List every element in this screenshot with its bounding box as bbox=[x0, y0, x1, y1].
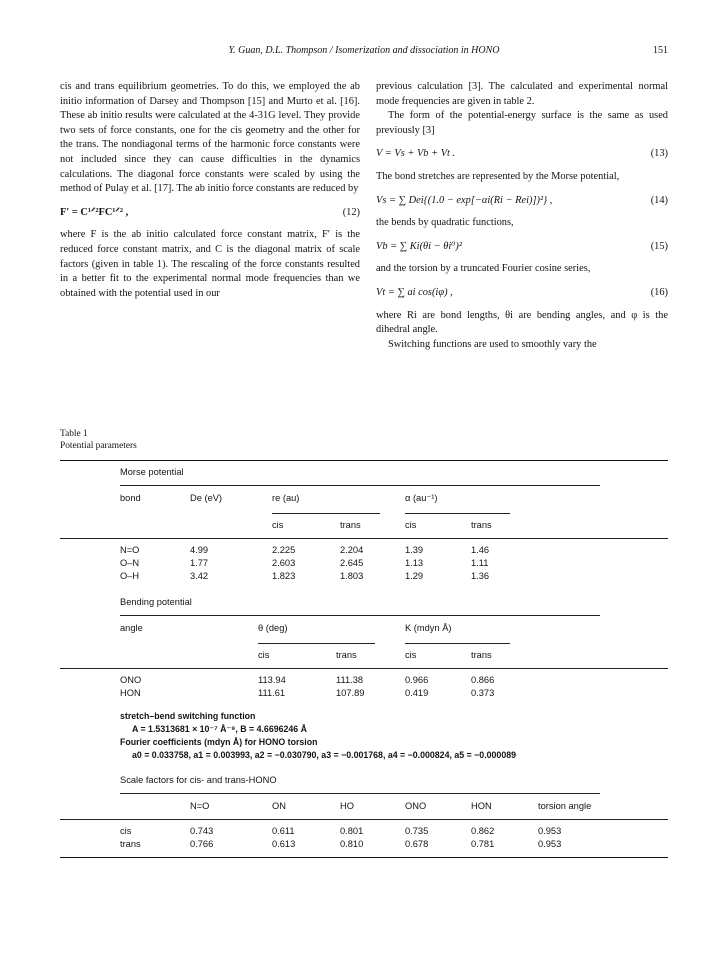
equation-12-number: (12) bbox=[342, 206, 360, 218]
scale-heading: Scale factors for cis- and trans-HONO bbox=[120, 775, 277, 785]
table-label: Table 1 bbox=[60, 429, 88, 439]
scale-col-1: ON bbox=[272, 801, 286, 811]
left-paragraph-1: cis and trans equilibrium geometries. To do this, we employed the ab initio information of Darsey and Thompson [15] and Murto et al. [16]. These ab initio results were calculated at the 4-31G level. They provide two sets of force constants, one for the cis geometry and the other for the trans. The nondiagonal terms of the harmonic force constants were not included since they can cause difficulties in the dynamics calculations. The diagonal force constants were scaled by using the method of Pulay et al. [17]. The ab initio force constants are reduced by bbox=[60, 81, 360, 195]
morse-row-2-a-trans: 1.36 bbox=[471, 571, 490, 581]
scale-row-1-v4: 0.781 bbox=[471, 839, 495, 849]
right-paragraph-4: the bends by quadratic functions, bbox=[376, 217, 514, 229]
left-paragraph-2: where F is the ab initio calculated force constant matrix, F′ is the reduced force constant matrix, and C is the diagonal matrix of scale factors (given in table 1). The rescaling of the force constants resulted in a better fit to the experimental normal mode frequencies than we obtained with the potential used in our bbox=[60, 229, 360, 299]
bending-col-angle: angle bbox=[120, 623, 143, 633]
morse-row-1-re-cis: 2.603 bbox=[272, 558, 296, 568]
morse-alpha-cis: cis bbox=[405, 520, 417, 530]
bending-k-trans: trans bbox=[471, 650, 492, 660]
scale-col-2: HO bbox=[340, 801, 354, 811]
scale-heading-rule bbox=[120, 793, 600, 794]
morse-col-de: De (eV) bbox=[190, 493, 223, 503]
bending-header-bottom-rule bbox=[60, 668, 668, 669]
morse-row-0-a-trans: 1.46 bbox=[471, 545, 490, 555]
fourier-heading: Fourier coefficients (mdyn Å) for HONO torsion bbox=[120, 737, 318, 747]
scale-row-1-v3: 0.678 bbox=[405, 839, 429, 849]
scale-header-bottom-rule bbox=[60, 819, 668, 820]
morse-re-span-rule bbox=[272, 513, 380, 514]
bending-row-0-t-cis: 113.94 bbox=[258, 675, 286, 685]
right-paragraph-7: Switching functions are used to smoothly vary the bbox=[388, 338, 597, 350]
scale-row-1-v5: 0.953 bbox=[538, 839, 562, 849]
morse-row-1-re-trans: 2.645 bbox=[340, 558, 364, 568]
bending-heading: Bending potential bbox=[120, 597, 192, 607]
morse-row-2-a-cis: 1.29 bbox=[405, 571, 424, 581]
table-top-rule bbox=[60, 460, 668, 461]
morse-row-0-de: 4.99 bbox=[190, 545, 209, 555]
equation-15-number: (15) bbox=[650, 240, 668, 252]
switching-values: A = 1.5313681 × 10⁻⁷ Å⁻⁹, B = 4.6696246 Å bbox=[132, 724, 307, 734]
morse-row-2-re-cis: 1.823 bbox=[272, 571, 296, 581]
morse-row-1-de: 1.77 bbox=[190, 558, 209, 568]
morse-col-re: re (au) bbox=[272, 493, 300, 503]
scale-row-0-name: cis bbox=[120, 826, 132, 836]
running-title: Y. Guan, D.L. Thompson / Isomerization and dissociation in HONO bbox=[228, 45, 500, 56]
table-caption: Potential parameters bbox=[60, 441, 137, 452]
bending-row-1-angle: HON bbox=[120, 688, 141, 698]
bending-row-1-t-cis: 111.61 bbox=[258, 688, 286, 698]
morse-heading-rule bbox=[120, 485, 600, 486]
equation-16-number: (16) bbox=[650, 286, 668, 298]
morse-row-2-de: 3.42 bbox=[190, 571, 209, 581]
morse-row-1-a-cis: 1.13 bbox=[405, 558, 424, 568]
bending-row-0-k-cis: 0.966 bbox=[405, 675, 429, 685]
scale-row-1-v2: 0.810 bbox=[340, 839, 364, 849]
scale-row-1-v0: 0.766 bbox=[190, 839, 214, 849]
scale-col-5: torsion angle bbox=[538, 801, 592, 811]
equation-13-number: (13) bbox=[650, 148, 668, 160]
scale-row-0-v1: 0.611 bbox=[272, 826, 295, 836]
scale-row-0-v4: 0.862 bbox=[471, 826, 495, 836]
bending-row-0-k-trans: 0.866 bbox=[471, 675, 495, 685]
bending-row-1-t-trans: 107.89 bbox=[336, 688, 365, 698]
morse-col-bond: bond bbox=[120, 493, 141, 503]
morse-row-0-a-cis: 1.39 bbox=[405, 545, 424, 555]
scale-row-0-v2: 0.801 bbox=[340, 826, 364, 836]
scale-col-0: N=O bbox=[190, 801, 210, 811]
page-number: 151 bbox=[653, 45, 668, 56]
bending-row-1-k-cis: 0.419 bbox=[405, 688, 429, 698]
equation-16-body: Vt = ∑ ai cos(iφ) , bbox=[376, 286, 453, 298]
right-paragraph-2: The form of the potential-energy surface is the same as used previously [3] bbox=[376, 110, 668, 136]
scale-row-0-v3: 0.735 bbox=[405, 826, 429, 836]
equation-15-body: Vb = ∑ Ki(θi − θi⁰)² bbox=[376, 240, 462, 252]
right-paragraph-5: and the torsion by a truncated Fourier cosine series, bbox=[376, 263, 591, 275]
morse-re-cis: cis bbox=[272, 520, 284, 530]
fourier-values: a0 = 0.033758, a1 = 0.003993, a2 = −0.030790, a3 = −0.001768, a4 = −0.000824, a5 = −0.000089 bbox=[132, 750, 516, 760]
equation-14-number: (14) bbox=[650, 194, 668, 206]
bending-row-0-t-trans: 111.38 bbox=[336, 675, 364, 685]
bending-row-0-angle: ONO bbox=[120, 675, 142, 685]
table-bottom-rule bbox=[60, 857, 668, 858]
morse-row-0-re-cis: 2.225 bbox=[272, 545, 296, 555]
bending-k-cis: cis bbox=[405, 650, 417, 660]
morse-re-trans: trans bbox=[340, 520, 361, 530]
right-paragraph-6: where Ri are bond lengths, θi are bending angles, and φ is the dihedral angle. bbox=[376, 309, 668, 336]
morse-alpha-trans: trans bbox=[471, 520, 492, 530]
bending-theta-span-rule bbox=[258, 643, 375, 644]
equation-13-body: V = Vs + Vb + Vt . bbox=[376, 148, 456, 160]
morse-row-1-a-trans: 1.11 bbox=[471, 558, 489, 568]
bending-row-1-k-trans: 0.373 bbox=[471, 688, 495, 698]
bending-theta-trans: trans bbox=[336, 650, 357, 660]
bending-col-theta: θ (deg) bbox=[258, 623, 288, 633]
scale-row-0-v5: 0.953 bbox=[538, 826, 562, 836]
morse-col-alpha: α (au⁻¹) bbox=[405, 493, 438, 503]
morse-row-0-re-trans: 2.204 bbox=[340, 545, 364, 555]
switching-heading: stretch–bend switching function bbox=[120, 711, 256, 721]
morse-alpha-span-rule bbox=[405, 513, 510, 514]
bending-heading-rule bbox=[120, 615, 600, 616]
morse-row-1-bond: O–N bbox=[120, 558, 140, 568]
scale-col-4: HON bbox=[471, 801, 492, 811]
scale-row-1-name: trans bbox=[120, 839, 141, 849]
morse-row-2-re-trans: 1.803 bbox=[340, 571, 364, 581]
bending-theta-cis: cis bbox=[258, 650, 270, 660]
right-paragraph-1: previous calculation [3]. The calculated and experimental normal mode frequencies are given in table 2. bbox=[376, 81, 668, 107]
morse-header-bottom-rule bbox=[60, 538, 668, 539]
morse-row-2-bond: O–H bbox=[120, 571, 140, 581]
scale-row-1-v1: 0.613 bbox=[272, 839, 296, 849]
bending-k-span-rule bbox=[405, 643, 510, 644]
equation-12-body: F′ = C¹ᐟ²FC¹ᐟ² , bbox=[60, 206, 129, 218]
bending-col-k: K (mdyn Å) bbox=[405, 623, 452, 633]
scale-col-3: ONO bbox=[405, 801, 427, 811]
right-paragraph-3: The bond stretches are represented by the Morse potential, bbox=[376, 170, 620, 182]
morse-row-0-bond: N=O bbox=[120, 545, 140, 555]
morse-heading: Morse potential bbox=[120, 467, 184, 477]
equation-14-body: Vs = ∑ Dei{(1.0 − exp[−αi(Ri − Rei)])²} , bbox=[376, 194, 553, 206]
scale-row-0-v0: 0.743 bbox=[190, 826, 214, 836]
